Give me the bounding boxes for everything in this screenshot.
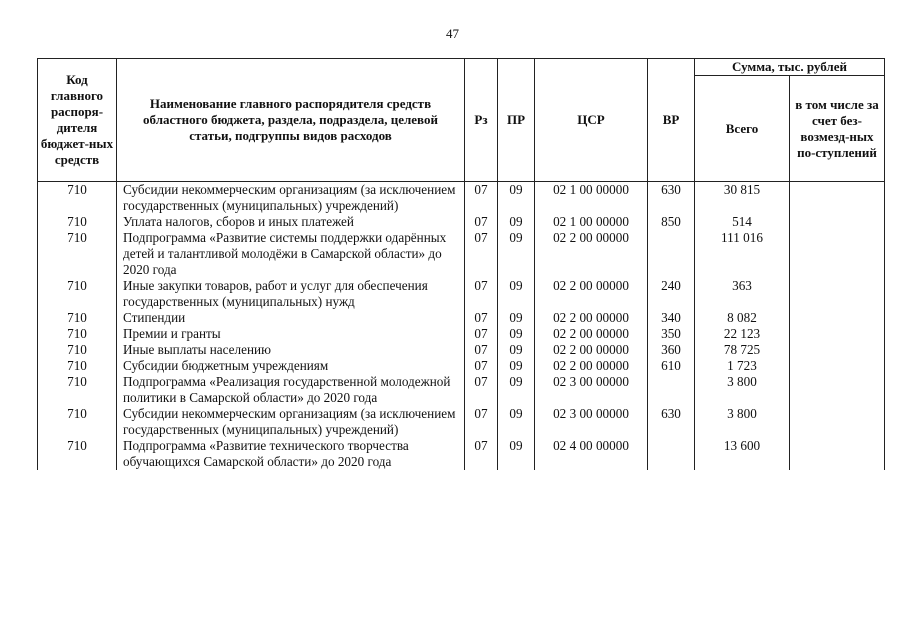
cell-csr: 02 2 00 00000 <box>535 278 648 310</box>
header-name: Наименование главного распорядителя средств областного бюджета, раздела, подраздела, целевой статьи, подгруппы видов расходов <box>117 59 465 182</box>
cell-csr: 02 2 00 00000 <box>535 358 648 374</box>
cell-vr: 240 <box>648 278 695 310</box>
cell-vr: 610 <box>648 358 695 374</box>
cell-total: 3 800 <box>695 374 790 406</box>
table-row <box>38 358 885 374</box>
cell-pr: 09 <box>498 230 535 278</box>
cell-name: Подпрограмма «Развитие системы поддержки одарённых детей и талантливой молодёжи в Самарской области» до 2020 года <box>117 230 465 278</box>
cell-csr: 02 2 00 00000 <box>535 326 648 342</box>
table-row <box>38 342 885 358</box>
cell-total: 30 815 <box>695 182 790 215</box>
table-row <box>38 278 885 310</box>
cell-csr: 02 2 00 00000 <box>535 342 648 358</box>
cell-code: 710 <box>38 230 117 278</box>
cell-name: Премии и гранты <box>117 326 465 342</box>
cell-name: Стипендии <box>117 310 465 326</box>
cell-csr: 02 2 00 00000 <box>535 310 648 326</box>
cell-name: Иные выплаты населению <box>117 342 465 358</box>
table-row <box>38 230 885 278</box>
cell-free <box>790 230 885 278</box>
cell-total: 22 123 <box>695 326 790 342</box>
header-sum: Сумма, тыс. рублей <box>695 59 885 76</box>
cell-code: 710 <box>38 342 117 358</box>
cell-code: 710 <box>38 182 117 215</box>
table-row <box>38 182 885 215</box>
cell-code: 710 <box>38 406 117 438</box>
cell-rz: 07 <box>465 406 498 438</box>
cell-pr: 09 <box>498 278 535 310</box>
header-pr: ПР <box>498 59 535 182</box>
cell-rz: 07 <box>465 342 498 358</box>
cell-csr: 02 3 00 00000 <box>535 374 648 406</box>
cell-free <box>790 358 885 374</box>
cell-name: Субсидии бюджетным учреждениям <box>117 358 465 374</box>
cell-total: 78 725 <box>695 342 790 358</box>
cell-rz: 07 <box>465 358 498 374</box>
cell-free <box>790 406 885 438</box>
cell-name: Подпрограмма «Развитие технического творчества обучающихся Самарской области» до 2020 года <box>117 438 465 470</box>
cell-vr <box>648 230 695 278</box>
cell-name: Субсидии некоммерческим организациям (за исключением государственных (муниципальных) учреждений) <box>117 406 465 438</box>
cell-vr: 350 <box>648 326 695 342</box>
table-row <box>38 326 885 342</box>
cell-code: 710 <box>38 326 117 342</box>
cell-rz: 07 <box>465 310 498 326</box>
cell-free <box>790 342 885 358</box>
cell-vr: 340 <box>648 310 695 326</box>
table-body <box>38 182 885 471</box>
cell-vr: 630 <box>648 182 695 215</box>
header-free: в том числе за счет без-возмезд-ных по-ступлений <box>790 76 885 182</box>
cell-pr: 09 <box>498 182 535 215</box>
cell-code: 710 <box>38 214 117 230</box>
cell-total: 111 016 <box>695 230 790 278</box>
cell-vr <box>648 374 695 406</box>
cell-code: 710 <box>38 278 117 310</box>
cell-csr: 02 2 00 00000 <box>535 230 648 278</box>
table-row <box>38 374 885 406</box>
cell-pr: 09 <box>498 326 535 342</box>
table-row <box>38 438 885 470</box>
cell-free <box>790 438 885 470</box>
table-row <box>38 406 885 438</box>
table-row <box>38 310 885 326</box>
cell-name: Иные закупки товаров, работ и услуг для обеспечения государственных (муниципальных) нужд <box>117 278 465 310</box>
header-total: Всего <box>695 76 790 182</box>
table-header <box>38 59 885 182</box>
cell-free <box>790 310 885 326</box>
cell-pr: 09 <box>498 214 535 230</box>
cell-csr: 02 1 00 00000 <box>535 214 648 230</box>
cell-free <box>790 214 885 230</box>
cell-name: Уплата налогов, сборов и иных платежей <box>117 214 465 230</box>
cell-pr: 09 <box>498 438 535 470</box>
cell-vr: 630 <box>648 406 695 438</box>
table-row <box>38 214 885 230</box>
cell-name: Субсидии некоммерческим организациям (за исключением государственных (муниципальных) учреждений) <box>117 182 465 215</box>
cell-code: 710 <box>38 310 117 326</box>
cell-pr: 09 <box>498 310 535 326</box>
budget-table <box>37 58 885 470</box>
cell-vr <box>648 438 695 470</box>
cell-code: 710 <box>38 438 117 470</box>
cell-total: 3 800 <box>695 406 790 438</box>
cell-total: 13 600 <box>695 438 790 470</box>
cell-total: 363 <box>695 278 790 310</box>
cell-csr: 02 4 00 00000 <box>535 438 648 470</box>
cell-rz: 07 <box>465 374 498 406</box>
header-code: Код главного распоря-дителя бюджет-ных средств <box>38 59 117 182</box>
cell-total: 8 082 <box>695 310 790 326</box>
cell-csr: 02 3 00 00000 <box>535 406 648 438</box>
page-number: 47 <box>446 26 459 41</box>
cell-free <box>790 326 885 342</box>
cell-free <box>790 374 885 406</box>
cell-code: 710 <box>38 358 117 374</box>
cell-pr: 09 <box>498 406 535 438</box>
cell-free <box>790 182 885 215</box>
cell-free <box>790 278 885 310</box>
cell-rz: 07 <box>465 182 498 215</box>
cell-rz: 07 <box>465 230 498 278</box>
cell-rz: 07 <box>465 214 498 230</box>
cell-pr: 09 <box>498 374 535 406</box>
cell-vr: 850 <box>648 214 695 230</box>
cell-csr: 02 1 00 00000 <box>535 182 648 215</box>
cell-pr: 09 <box>498 342 535 358</box>
cell-name: Подпрограмма «Реализация государственной молодежной политики в Самарской области» до 2020 года <box>117 374 465 406</box>
cell-rz: 07 <box>465 278 498 310</box>
cell-pr: 09 <box>498 358 535 374</box>
cell-rz: 07 <box>465 438 498 470</box>
cell-total: 1 723 <box>695 358 790 374</box>
cell-total: 514 <box>695 214 790 230</box>
header-csr: ЦСР <box>535 59 648 182</box>
cell-code: 710 <box>38 374 117 406</box>
cell-vr: 360 <box>648 342 695 358</box>
cell-rz: 07 <box>465 326 498 342</box>
header-vr: ВР <box>648 59 695 182</box>
header-rz: Рз <box>465 59 498 182</box>
